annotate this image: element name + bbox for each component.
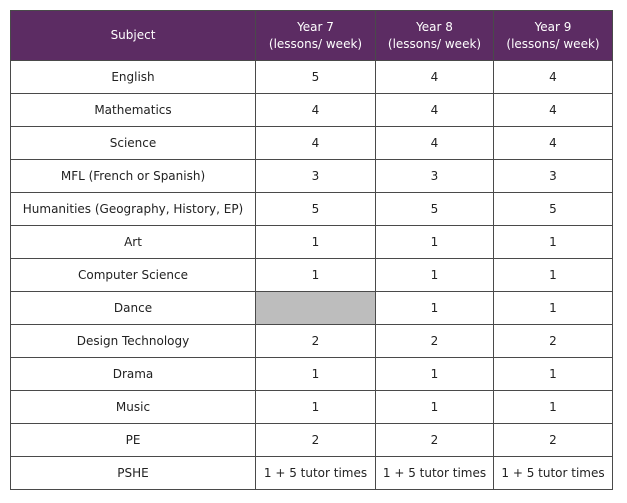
year-8-cell: 5 bbox=[376, 193, 494, 226]
subject-cell: English bbox=[11, 61, 256, 94]
year-7-cell: 2 bbox=[256, 325, 376, 358]
year-7-cell: 5 bbox=[256, 61, 376, 94]
table-row bbox=[11, 457, 613, 490]
table-row bbox=[11, 160, 613, 193]
year-9-cell: 1 bbox=[494, 358, 613, 391]
table-row bbox=[11, 358, 613, 391]
year-8-cell: 4 bbox=[376, 94, 494, 127]
year-8-cell: 1 bbox=[376, 358, 494, 391]
year-7-cell: 1 bbox=[256, 391, 376, 424]
year-8-cell: 3 bbox=[376, 160, 494, 193]
year-7-cell: 1 bbox=[256, 259, 376, 292]
header-year-9-label: Year 9 bbox=[534, 19, 572, 34]
table-row bbox=[11, 292, 613, 325]
year-7-cell: 5 bbox=[256, 193, 376, 226]
header-row bbox=[11, 11, 613, 61]
year-7-cell: 4 bbox=[256, 127, 376, 160]
timetable-container bbox=[10, 10, 613, 490]
year-8-cell: 1 bbox=[376, 226, 494, 259]
header-year-8-label: Year 8 bbox=[416, 19, 453, 34]
year-8-cell: 2 bbox=[376, 424, 494, 457]
year-8-cell: 1 bbox=[376, 259, 494, 292]
year-8-cell: 1 + 5 tutor times bbox=[376, 457, 494, 490]
header-subject-label: Subject bbox=[110, 28, 156, 42]
table-row bbox=[11, 61, 613, 94]
table-row bbox=[11, 127, 613, 160]
year-7-cell: 2 bbox=[256, 424, 376, 457]
subject-cell: MFL (French or Spanish) bbox=[11, 160, 256, 193]
year-8-cell: 1 bbox=[376, 391, 494, 424]
subject-cell: Drama bbox=[11, 358, 256, 391]
year-7-cell: 1 + 5 tutor times bbox=[256, 457, 376, 490]
header-year-8-unit: (lessons/ week) bbox=[387, 36, 482, 51]
subject-cell: Music bbox=[11, 391, 256, 424]
subject-cell: PSHE bbox=[11, 457, 256, 490]
subject-cell: Mathematics bbox=[11, 94, 256, 127]
year-7-cell: 3 bbox=[256, 160, 376, 193]
year-9-cell: 1 bbox=[494, 259, 613, 292]
header-year-9 bbox=[494, 11, 613, 61]
year-9-cell: 1 bbox=[494, 226, 613, 259]
year-8-cell: 1 bbox=[376, 292, 494, 325]
year-7-cell: 1 bbox=[256, 226, 376, 259]
year-9-cell: 3 bbox=[494, 160, 613, 193]
year-9-cell: 1 + 5 tutor times bbox=[494, 457, 613, 490]
table-row bbox=[11, 325, 613, 358]
header-year-7 bbox=[256, 11, 376, 61]
table-row bbox=[11, 193, 613, 226]
table-row bbox=[11, 226, 613, 259]
subject-cell: PE bbox=[11, 424, 256, 457]
year-9-cell: 2 bbox=[494, 424, 613, 457]
header-year-7-unit: (lessons/ week) bbox=[268, 36, 363, 51]
year-9-cell: 4 bbox=[494, 61, 613, 94]
year-9-cell: 1 bbox=[494, 391, 613, 424]
subject-cell: Science bbox=[11, 127, 256, 160]
year-9-cell: 1 bbox=[494, 292, 613, 325]
table-row bbox=[11, 259, 613, 292]
year-8-cell: 2 bbox=[376, 325, 494, 358]
year-9-cell: 2 bbox=[494, 325, 613, 358]
header-year-9-unit: (lessons/ week) bbox=[506, 36, 600, 51]
year-7-cell: 1 bbox=[256, 358, 376, 391]
subject-cell: Art bbox=[11, 226, 256, 259]
table-row bbox=[11, 391, 613, 424]
subject-cell: Humanities (Geography, History, EP) bbox=[11, 193, 256, 226]
year-7-cell: 4 bbox=[256, 94, 376, 127]
year-8-cell: 4 bbox=[376, 127, 494, 160]
year-7-cell-empty bbox=[256, 292, 376, 325]
subject-cell: Design Technology bbox=[11, 325, 256, 358]
header-year-8 bbox=[376, 11, 494, 61]
table-row bbox=[11, 424, 613, 457]
year-9-cell: 4 bbox=[494, 94, 613, 127]
subject-cell: Computer Science bbox=[11, 259, 256, 292]
header-subject bbox=[11, 11, 256, 61]
year-9-cell: 4 bbox=[494, 127, 613, 160]
curriculum-table bbox=[10, 10, 613, 490]
year-9-cell: 5 bbox=[494, 193, 613, 226]
table-row bbox=[11, 94, 613, 127]
header-year-7-label: Year 7 bbox=[297, 19, 334, 34]
year-8-cell: 4 bbox=[376, 61, 494, 94]
subject-cell: Dance bbox=[11, 292, 256, 325]
